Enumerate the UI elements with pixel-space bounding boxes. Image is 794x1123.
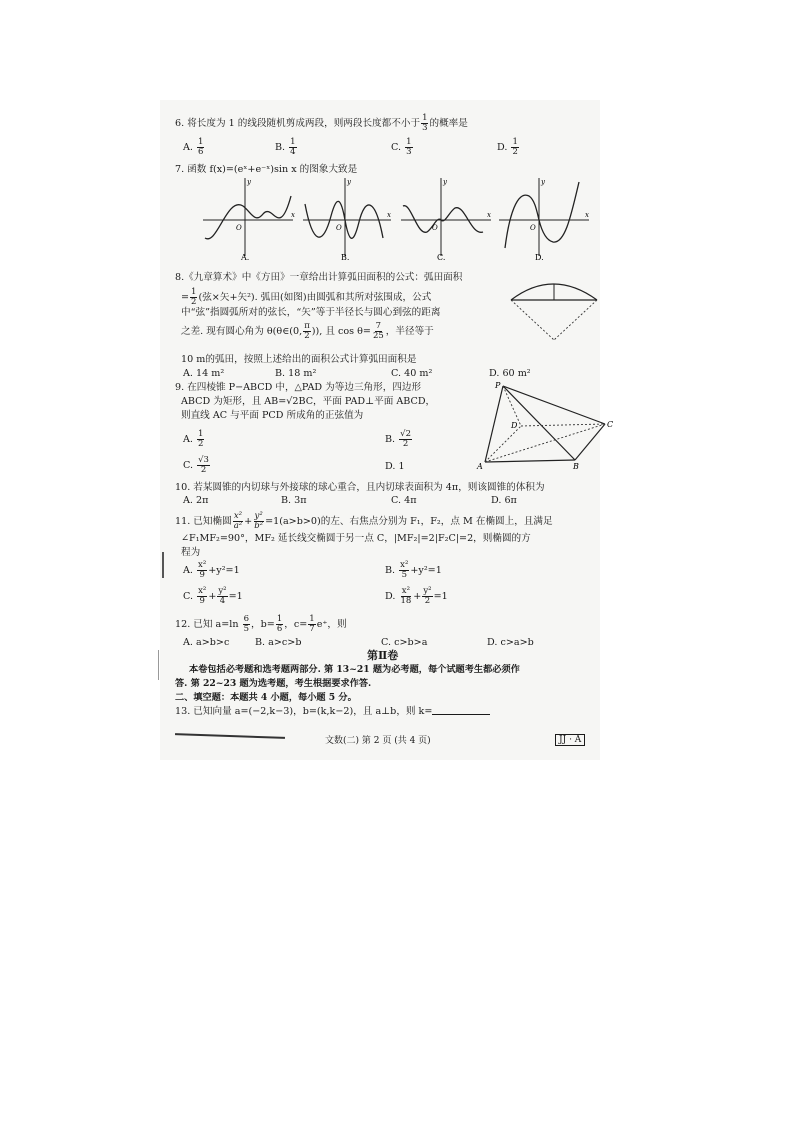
- numerator: 1: [406, 137, 412, 147]
- q8-option-b: B. 18 m²: [275, 368, 317, 379]
- q8-text: ，半径等于: [385, 326, 434, 337]
- numerator: 1: [309, 614, 315, 624]
- q8-line-1: 8.《九章算术》中《方田》一章给出计算弧田面积的公式：弧田面积: [175, 272, 463, 283]
- fraction: [289, 138, 296, 157]
- question-6-stem: [175, 114, 468, 133]
- fraction: $\frac{\text{y²}}{\text{b²}}$: [254, 511, 264, 531]
- graph-a: [203, 178, 295, 262]
- q8-text: 之差. 现有圆心角为 θ(θ∈(0,: [181, 326, 303, 337]
- denominator: 4: [290, 147, 296, 157]
- denominator: 6: [276, 624, 283, 634]
- scan-mark: [158, 650, 159, 680]
- denominator: 2: [200, 465, 207, 475]
- q8-text: =: [181, 292, 190, 303]
- graph-label-a: A.: [241, 253, 250, 262]
- numerator: 1: [290, 137, 296, 147]
- axis-x-label: x: [387, 211, 391, 219]
- q9-option-a: [183, 430, 205, 449]
- fraction: [308, 615, 315, 634]
- question-7-stem: 7. 函数 f(x)=(eˣ+e⁻ˣ)sin x 的图象大致是: [175, 164, 358, 175]
- graph-c: [401, 178, 491, 262]
- option-label: D.: [385, 461, 396, 472]
- graph-b: [303, 178, 391, 262]
- question-10-stem: 10. 若某圆锥的内切球与外接球的球心重合，且内切球表面积为 4π，则该圆锥的体积为: [175, 482, 545, 493]
- section-heading: 二、填空题：本题共 4 小题，每小题 5 分。: [175, 692, 357, 703]
- q8-line-5: 10 m的弧田，按照上述给出的面积公式计算弧田面积是: [181, 354, 417, 365]
- q8-line-2: [181, 288, 431, 307]
- question-13: [175, 705, 490, 718]
- option-label: B.: [275, 142, 286, 153]
- fraction: [197, 456, 210, 475]
- fraction: [217, 587, 227, 606]
- numerator: 1: [198, 137, 204, 147]
- numerator: y²: [423, 586, 432, 596]
- axis-y-label: y: [347, 178, 351, 186]
- numerator: π: [304, 321, 310, 331]
- denominator: 2: [402, 439, 409, 449]
- q6-option-c: [391, 138, 414, 157]
- denominator: 18: [400, 596, 412, 606]
- q11-option-d: D. $\frac{\text{x²}}{18}$ + $\frac{\text{y²}}{2}$ =1: [385, 586, 448, 606]
- q10-option-c: C. 4π: [391, 495, 417, 506]
- page-footer: 文数(二) 第 2 页 (共 4 页): [325, 736, 431, 746]
- q12-text: e⁺，则: [316, 619, 347, 630]
- q11-line-3: 程为: [181, 547, 201, 558]
- q7-graphs: [203, 176, 593, 262]
- option-label: C.: [183, 460, 194, 471]
- fraction: [276, 615, 283, 634]
- q11-text: =1(a>b>0)的左、右焦点分别为 F₁，F₂，点 M 在椭圆上，且满足: [265, 516, 553, 527]
- q6-option-b: [275, 138, 298, 157]
- q9-option-d: [385, 460, 405, 473]
- denominator: 7: [309, 624, 315, 634]
- numerator: 1: [276, 614, 283, 624]
- numerator: 1: [422, 113, 428, 123]
- q10-option-b: B. 3π: [281, 495, 307, 506]
- q12-text: ，c=: [284, 619, 308, 630]
- denominator: 2: [512, 147, 518, 157]
- option-label: A.: [183, 565, 193, 576]
- q12-option-b: B. a>c>b: [255, 637, 302, 648]
- denominator: 4: [219, 596, 226, 606]
- q9-option-b: [385, 430, 413, 449]
- option-label: A.: [183, 434, 193, 445]
- q8-text: (弦×矢+矢²). 弧田(如图)由圆弧和其所对弦围成，公式: [198, 292, 432, 303]
- numerator: x²: [401, 586, 410, 596]
- q12-option-d: D. c>a>b: [487, 637, 534, 648]
- denominator: 2: [304, 331, 310, 341]
- numerator: 1: [198, 429, 204, 439]
- fraction: [399, 561, 409, 580]
- question-12-stem: [175, 615, 347, 634]
- graph-label-c: C.: [437, 253, 446, 262]
- option-tail: +y²=1: [208, 565, 240, 576]
- denominator: 3: [422, 123, 428, 133]
- fraction: $\frac{\text{x²}}{\text{a²}}$: [233, 511, 243, 531]
- denominator: 2: [198, 439, 204, 449]
- denominator: 2: [191, 297, 197, 307]
- fraction: [197, 138, 204, 157]
- q12-option-c: C. c>b>a: [381, 637, 428, 648]
- badge-text: JJ · A: [555, 734, 585, 746]
- q12-text: 12. 已知 a=ln: [175, 619, 239, 630]
- pyramid-figure: [471, 380, 621, 470]
- option-tail: +y²=1: [410, 565, 442, 576]
- option-tail: =1: [433, 591, 448, 602]
- q8-line-4: [181, 322, 434, 341]
- numerator: x²: [198, 560, 207, 570]
- axis-y-label: y: [541, 178, 545, 186]
- question-11-stem: 11. 已知椭圆 $\frac{\text{x²}}{\text{a²}}$ + $\frac{\text{y²}}{\text{b²}}$ =1(a>b>0)的左、右焦点分别为 F₁，F₂，点 M 在椭圆上，且满足: [175, 511, 553, 531]
- fraction: [399, 430, 412, 449]
- denominator: 9: [199, 596, 205, 606]
- vertex-b: B: [573, 462, 579, 470]
- fraction: [421, 114, 428, 133]
- graph-label-b: B.: [341, 253, 350, 262]
- q11-text: 11. 已知椭圆: [175, 516, 232, 527]
- q13-text: 13. 已知向量 a=(−2,k−3)，b=(k,k−2)，且 a⊥b，则 k=: [175, 706, 433, 717]
- scan-mark: [162, 552, 164, 578]
- option-label: C.: [391, 142, 402, 153]
- fraction: [372, 322, 385, 341]
- q8-option-c: C. 40 m²: [391, 368, 433, 379]
- axis-x-label: x: [291, 211, 295, 219]
- q8-option-d: D. 60 m²: [489, 368, 531, 379]
- q9-line-3: 则直线 AC 与平面 PCD 所成角的正弦值为: [181, 410, 364, 421]
- q12-text: ，b=: [251, 619, 275, 630]
- origin-label: O: [530, 224, 536, 232]
- fraction: [197, 587, 207, 606]
- numerator: 7: [375, 321, 382, 331]
- q9-line-2: ABCD 为矩形，且 AB=√2BC，平面 PAD⊥平面 ABCD，: [181, 396, 436, 407]
- exam-code-badge: [555, 733, 585, 747]
- denominator: 3: [406, 147, 412, 157]
- axis-y-label: y: [443, 178, 447, 186]
- numerator: 6: [243, 614, 250, 624]
- axis-x-label: x: [585, 211, 589, 219]
- denominator: 5: [243, 624, 250, 634]
- q6-option-a: [183, 138, 205, 157]
- option-label: D.: [385, 591, 396, 602]
- part-2-note-1: 本卷包括必考题和选考题两部分. 第 13~21 题为必考题，每个试题考生都必须作: [189, 664, 520, 675]
- numerator: 1: [512, 137, 518, 147]
- vertex-d: D: [511, 421, 518, 430]
- q8-option-a: A. 14 m²: [183, 368, 225, 379]
- q11-option-c: C. $\frac{\text{x²}}{9}$ + $\frac{\text{y²}}{4}$ =1: [183, 586, 243, 606]
- denominator: 6: [198, 147, 204, 157]
- option-tail: =1: [228, 591, 243, 602]
- graph-label-d: D.: [535, 253, 544, 262]
- numerator: x²: [400, 560, 409, 570]
- vertex-c: C: [607, 420, 614, 429]
- part-2-note-2: 答. 第 22~23 题为选考题，考生根据要求作答.: [175, 678, 372, 689]
- fraction: [303, 322, 311, 341]
- fraction: [190, 288, 197, 307]
- denominator: 5: [401, 570, 407, 580]
- q8-line-3: 中“弦”指圆弧所对的弦长，“矢”等于半径长与圆心到弦的距离: [181, 307, 441, 318]
- denominator: 9: [199, 570, 205, 580]
- q8-text: )), 且 cos θ=: [311, 326, 371, 337]
- option-label: A.: [183, 142, 193, 153]
- denominator: 2: [424, 596, 431, 606]
- fraction: [422, 587, 432, 606]
- q11-option-a: [183, 561, 240, 580]
- fraction: [197, 430, 204, 449]
- origin-label: O: [336, 224, 342, 232]
- option-label: B.: [385, 434, 396, 445]
- q6-text: 的概率是: [429, 118, 468, 129]
- answer-blank[interactable]: [432, 705, 490, 715]
- option-label: C.: [183, 591, 194, 602]
- axis-x-label: x: [487, 211, 491, 219]
- fraction: [243, 615, 250, 634]
- option-label: D.: [497, 142, 508, 153]
- option-label: B.: [385, 565, 396, 576]
- origin-label: O: [236, 224, 242, 232]
- numerator: √2: [400, 429, 411, 439]
- q12-option-a: A. a>b>c: [183, 637, 230, 648]
- vertex-a: A: [477, 462, 483, 470]
- fraction: [511, 138, 518, 157]
- fraction: [197, 561, 207, 580]
- q9-line-1: 9. 在四棱锥 P−ABCD 中，△PAD 为等边三角形，四边形: [175, 382, 422, 393]
- fraction: [399, 587, 412, 606]
- fraction: [405, 138, 412, 157]
- axis-y-label: y: [247, 178, 251, 186]
- vertex-p: P: [495, 381, 501, 390]
- numerator: √3: [198, 455, 209, 465]
- q6-text: 6. 将长度为 1 的线段随机剪成两段，则两段长度都不小于: [175, 118, 421, 129]
- q11-option-b: [385, 561, 442, 580]
- origin-label: O: [432, 224, 438, 232]
- numerator: y²: [218, 586, 227, 596]
- numerator: 1: [191, 287, 197, 297]
- q11-line-2: ∠F₁MF₂=90°，MF₂ 延长线交椭圆于另一点 C，|MF₂|=2|F₂C|=2，则椭圆的方: [181, 533, 531, 544]
- q10-option-d: D. 6π: [491, 495, 517, 506]
- q10-option-a: A. 2π: [183, 495, 209, 506]
- part-2-title: 第Ⅱ卷: [367, 649, 399, 662]
- denominator: 25: [372, 331, 384, 341]
- graph-d: [499, 178, 589, 262]
- numerator: x²: [198, 586, 207, 596]
- q6-option-d: [497, 138, 520, 157]
- option-value: 1: [398, 461, 405, 472]
- q9-option-c: [183, 456, 211, 475]
- arc-field-figure: [507, 274, 601, 344]
